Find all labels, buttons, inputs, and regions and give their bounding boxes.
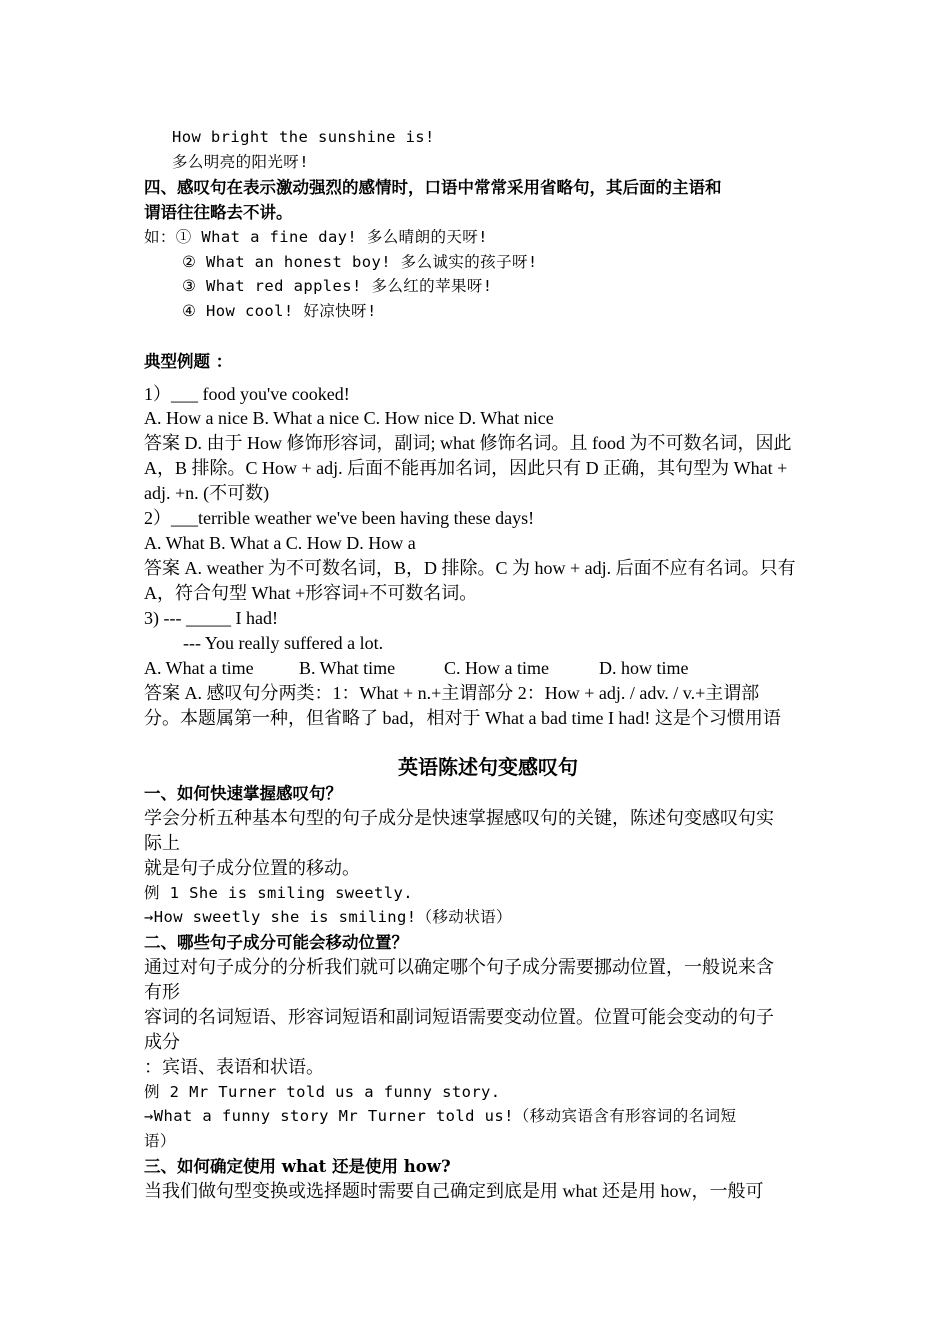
- section-title: 英语陈述句变感叹句: [398, 755, 578, 779]
- q1-options: A. How a nice B. What a nice C. How nice D. What nice: [144, 408, 554, 428]
- section-heading-1: 一、如何快速掌握感叹句？: [144, 784, 342, 803]
- q3-answer-line-2: 分。本题属第一种，但省略了 bad，相对于 What a bad time I had! 这是个习惯用语: [144, 708, 781, 728]
- examples-heading: 典型例题 ：: [144, 352, 233, 371]
- q2-answer-line-2: A，符合句型 What +形容词+不可数名词。: [144, 583, 478, 603]
- para-2-line-3: 容词的名词短语、形容词短语和副词短语需要变动位置。位置可能会变动的句子: [144, 1007, 774, 1027]
- rule-4-line-2: 谓语往往略去不讲。: [144, 203, 293, 222]
- para-1-line-1: 学会分析五种基本句型的句子成分是快速掌握感叹句的关键，陈述句变感叹句实: [144, 808, 774, 828]
- section-heading-2: 二、哪些句子成分可能会移动位置？: [144, 933, 408, 952]
- rule-4-example-1: 如：① What a fine day! 多么晴朗的天呀!: [144, 228, 488, 246]
- q3-option-a: A. What a time: [144, 658, 254, 678]
- example-2-transformed-line-1: →What a funny story Mr Turner told us!（移动宾语含有形容词的名词短: [144, 1107, 737, 1125]
- rule-4-example-3: ③ What red apples! 多么红的苹果呀!: [182, 277, 493, 295]
- para-1-line-2: 际上: [144, 833, 180, 853]
- q1-answer-line-1: 答案 D. 由于 How 修饰形容词，副词; what 修饰名词。且 food 为不可数名词，因此: [144, 433, 792, 453]
- rule-4-example-2: ② What an honest boy! 多么诚实的孩子呀!: [182, 253, 538, 271]
- para-2-line-1: 通过对句子成分的分析我们就可以确定哪个句子成分需要挪动位置，一般说来含: [144, 957, 774, 977]
- example-sentence-zh: 多么明亮的阳光呀!: [172, 153, 309, 171]
- q3-option-b: B. What time: [299, 658, 396, 678]
- q3-options: [144, 656, 810, 681]
- para-2-line-4: 成分: [144, 1032, 180, 1052]
- example-sentence-en: How bright the sunshine is!: [172, 128, 435, 146]
- para-2-line-5: ：宾语、表语和状语。: [144, 1057, 324, 1077]
- q1-answer-line-2: A，B 排除。C How + adj. 后面不能再加名词，因此只有 D 正确，其句型为 What +: [144, 458, 788, 478]
- example-2-transformed-line-2: 语）: [144, 1132, 176, 1150]
- q1-answer-line-3: adj. +n. (不可数): [144, 483, 270, 503]
- q3-option-d: D. how time: [599, 658, 689, 678]
- q2-answer-line-1: 答案 A. weather 为不可数名词，B，D 排除。C 为 how + adj. 后面不应有名词。只有: [144, 558, 796, 578]
- para-3-line-1: 当我们做句型变换或选择题时需要自己确定到底是用 what 还是用 how，一般可: [144, 1181, 764, 1201]
- q2-question: 2）___terrible weather we've been having these days!: [144, 508, 535, 528]
- example-1: 例 1 She is smiling sweetly.: [144, 884, 413, 902]
- example-2: 例 2 Mr Turner told us a funny story.: [144, 1083, 501, 1101]
- section-heading-3: 三、如何确定使用 what 还是使用 how?: [144, 1157, 451, 1176]
- q3-question: 3) --- _____ I had!: [144, 608, 278, 628]
- example-1-transformed: →How sweetly she is smiling!（移动状语）: [144, 908, 512, 926]
- q3-reply: --- You really suffered a lot.: [183, 633, 384, 653]
- rule-4-example-4: ④ How cool! 好凉快呀!: [182, 302, 377, 320]
- para-1-line-3: 就是句子成分位置的移动。: [144, 858, 360, 878]
- q1-question: 1）___ food you've cooked!: [144, 384, 350, 404]
- para-2-line-2: 有形: [144, 982, 180, 1002]
- q2-options: A. What B. What a C. How D. How a: [144, 533, 416, 553]
- q3-answer-line-1: 答案 A. 感叹句分两类：1：What + n.+主谓部分 2：How + adj. / adv. / v.+主谓部: [144, 683, 760, 703]
- rule-4-line-1: 四、感叹句在表示激动强烈的感情时，口语中常常采用省略句，其后面的主语和: [144, 178, 722, 197]
- q3-option-c: C. How a time: [444, 658, 549, 678]
